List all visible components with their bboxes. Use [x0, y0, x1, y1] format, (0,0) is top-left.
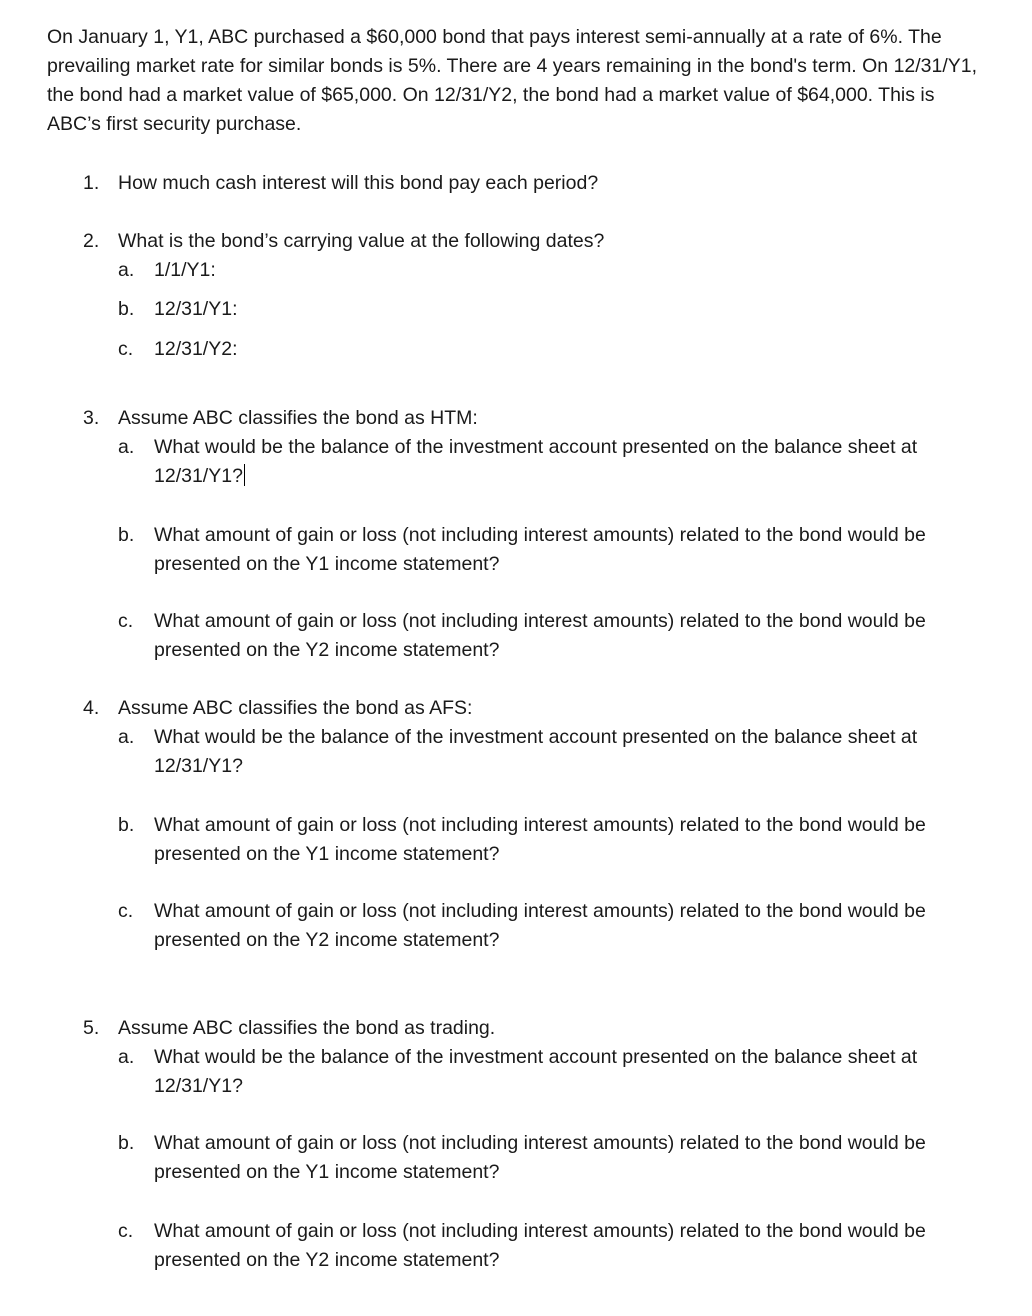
sub-text: 12/31/Y2:	[154, 338, 238, 360]
sub-text: What would be the balance of the investment account presented on the balance sheet at 12/31/Y1?	[154, 1046, 918, 1097]
sub-letter: b.	[118, 524, 135, 546]
sub-text: What amount of gain or loss (not including interest amounts) related to the bond would be presented on the Y1 income statement?	[154, 524, 926, 575]
sub-text: 1/1/Y1:	[154, 259, 216, 281]
sub-text: 12/31/Y1:	[154, 298, 238, 320]
sub-letter: b.	[118, 1132, 135, 1154]
sub-letter: a.	[118, 1046, 135, 1068]
question-text: How much cash interest will this bond pay each period?	[118, 172, 599, 194]
question-number: 2.	[83, 230, 100, 252]
sub-letter: c.	[118, 610, 134, 632]
question-text: Assume ABC classifies the bond as HTM:	[118, 407, 478, 429]
sub-text: What would be the balance of the investment account presented on the balance sheet at 12/31/Y1?	[154, 436, 918, 487]
text-cursor	[244, 464, 246, 486]
intro-paragraph	[47, 23, 992, 139]
question-number: 5.	[83, 1017, 100, 1039]
question-number: 3.	[83, 407, 100, 429]
sub-text: What amount of gain or loss (not including interest amounts) related to the bond would be presented on the Y2 income statement?	[154, 610, 926, 661]
intro-text: On January 1, Y1, ABC purchased a $60,000 bond that pays interest semi-annually at a rate of 6%. The prevailing market rate for similar bonds is 5%. There are 4 years remaining in the bond's term. On 12/31/Y1, the bond had a market value of $65,000. On 12/31/Y2, the bond had a market value of $64,000. This is ABC’s first security purchase.	[47, 26, 978, 135]
question-text: What is the bond’s carrying value at the following dates?	[118, 230, 605, 252]
question-text: Assume ABC classifies the bond as AFS:	[118, 697, 473, 719]
sub-text-with-cursor[interactable]	[154, 433, 984, 491]
question-text: Assume ABC classifies the bond as trading.	[118, 1017, 496, 1039]
sub-text: What amount of gain or loss (not including interest amounts) related to the bond would be presented on the Y1 income statement?	[154, 814, 926, 865]
sub-text: What would be the balance of the investment account presented on the balance sheet at 12/31/Y1?	[154, 726, 918, 777]
sub-letter: b.	[118, 814, 135, 836]
sub-text: What amount of gain or loss (not including interest amounts) related to the bond would be presented on the Y1 income statement?	[154, 1132, 926, 1183]
sub-letter: c.	[118, 1220, 134, 1242]
sub-letter: c.	[118, 338, 134, 360]
sub-letter: b.	[118, 298, 135, 320]
question-number: 4.	[83, 697, 100, 719]
sub-letter: a.	[118, 436, 135, 458]
sub-text: What amount of gain or loss (not including interest amounts) related to the bond would be presented on the Y2 income statement?	[154, 1220, 926, 1271]
sub-letter: a.	[118, 726, 135, 748]
sub-letter: a.	[118, 259, 135, 281]
sub-letter: c.	[118, 900, 134, 922]
sub-text: What amount of gain or loss (not including interest amounts) related to the bond would be presented on the Y2 income statement?	[154, 900, 926, 951]
question-number: 1.	[83, 172, 100, 194]
